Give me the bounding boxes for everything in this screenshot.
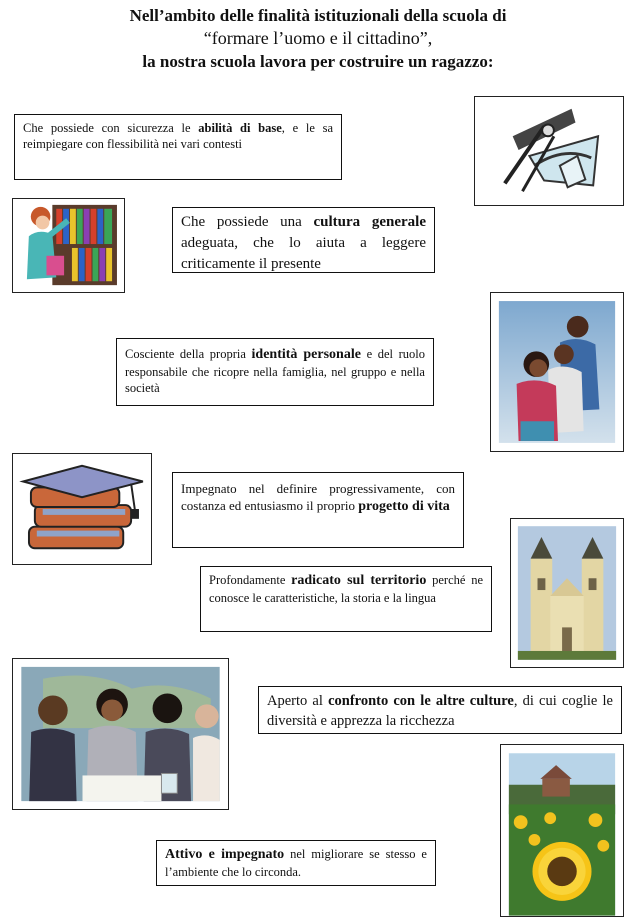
- item-text-bold: radicato sul territorio: [291, 573, 427, 588]
- item-text-pre: Aperto al: [267, 693, 329, 709]
- item-text-bold: Attivo e impegnato: [165, 847, 285, 862]
- item-active-committed: [156, 840, 436, 886]
- item-text-pre: Che possiede una: [181, 214, 314, 230]
- sunflower-photo-image: [500, 744, 624, 917]
- child-bookshelf-image: [12, 198, 125, 293]
- multicultural-meeting-photo-image: [12, 658, 229, 810]
- item-other-cultures: [258, 686, 622, 734]
- item-text-pre: Che possiede con sicurezza le: [23, 121, 199, 135]
- item-basic-skills: [14, 114, 342, 180]
- item-life-project: [172, 472, 464, 548]
- item-text-post: , e le sa reimpiegare con flessibilità nei vari contesti: [23, 121, 334, 151]
- item-text-post: adeguata, che lo aiuta a leggere criticamente il presente: [181, 235, 426, 272]
- header-line-2: “formare l’uomo e il cittadino”,: [203, 28, 433, 48]
- item-text-pre: Impegnato nel definire progressivamente, con costanza ed entusiasmo il proprio: [181, 481, 455, 513]
- item-text-bold: progetto di vita: [358, 499, 450, 514]
- item-text-bold: abilità di base: [198, 121, 282, 135]
- item-text-post: perché ne conosce le caratteristiche, la storia e la lingua: [209, 573, 483, 605]
- graduation-cap-books-image: [12, 453, 152, 565]
- family-photo-image: [490, 292, 624, 452]
- geometry-tools-image: [474, 96, 624, 206]
- item-personal-identity: [116, 338, 434, 406]
- item-general-culture: [172, 207, 435, 273]
- item-text-post: e del ruolo responsabile che ricopre nella famiglia, nel gruppo e nella società: [125, 347, 425, 395]
- item-text-post: , di cui coglie le diversità e apprezza la ricchezza: [267, 693, 613, 729]
- item-text-post: nel migliorare se stesso e l’ambiente che lo circonda.: [165, 847, 427, 879]
- header-line-3: la nostra scuola lavora per costruire un ragazzo:: [142, 52, 494, 71]
- item-text-bold: confronto con le altre culture: [328, 693, 514, 709]
- item-text-bold: cultura generale: [313, 214, 426, 230]
- item-territory: [200, 566, 492, 632]
- header-line-1: Nell’ambito delle finalità istituzionali della scuola di: [129, 6, 507, 25]
- cathedral-photo-image: [510, 518, 624, 668]
- item-text-pre: Cosciente della propria: [125, 347, 252, 361]
- item-text-bold: identità personale: [251, 347, 361, 362]
- item-text-pre: Profondamente: [209, 573, 292, 587]
